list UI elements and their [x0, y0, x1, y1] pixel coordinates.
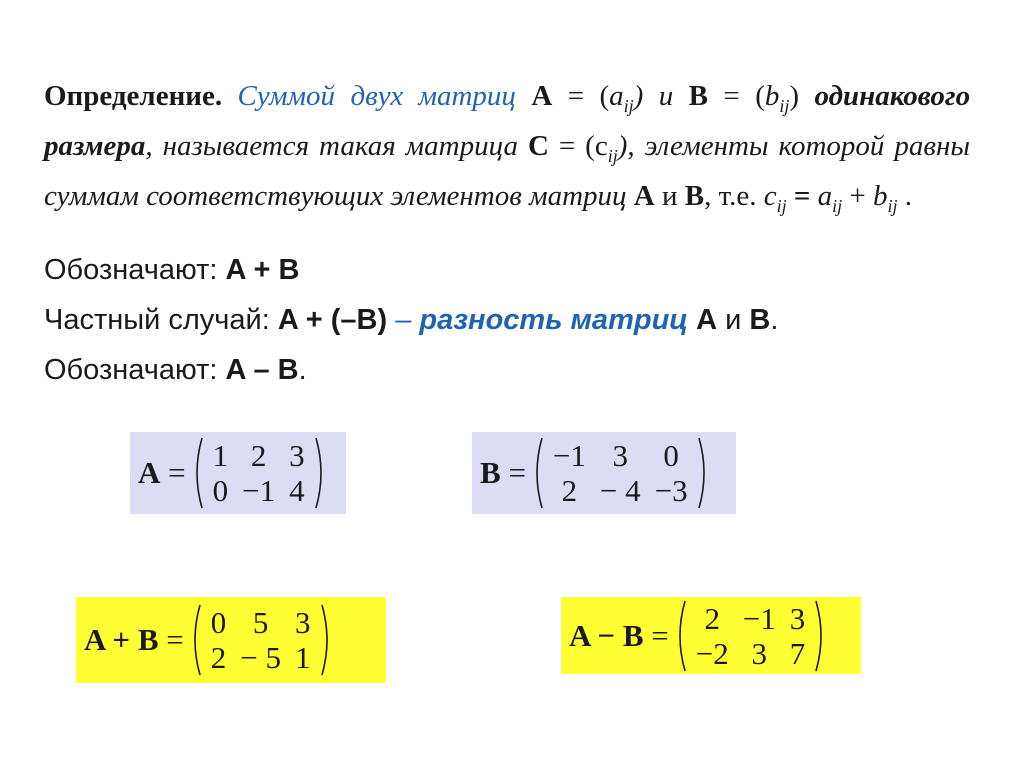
matrix-entry: −1: [552, 438, 586, 473]
matrix-entries: [687, 599, 814, 673]
matrix: [673, 599, 828, 673]
matrix-entry: 3: [289, 438, 305, 473]
matrix-sum-box: [76, 597, 386, 683]
left-parenthesis: [530, 436, 544, 510]
matrix-entries: [202, 603, 320, 677]
matrix-label: A + B =: [84, 622, 184, 657]
left-parenthesis: [190, 436, 204, 510]
matrix-entry: 4: [289, 473, 305, 508]
matrix-difference-box: [561, 597, 861, 674]
matrix-entry: 1: [295, 640, 311, 675]
matrix-entry: 3: [789, 600, 806, 636]
matrix-entry: 0: [210, 605, 227, 640]
matrix-entry: 0: [212, 473, 229, 508]
matrix-entry: 2: [210, 640, 227, 675]
matrix: [190, 436, 328, 510]
matrix-label: B =: [480, 455, 526, 490]
matrix: [530, 436, 711, 510]
matrix-entry: −1: [742, 600, 776, 636]
matrix-a-box: [130, 432, 346, 514]
left-parenthesis: [673, 599, 687, 673]
definition-paragraph: Определение. Суммой двух матриц $A = (a_{ij})$ и $B = (b_{ij})$ одинакового размера, называется такая матрица $C = (c_{ij})$, элементы которой равны суммам соответствующих элементов матриц A и B, т.е. $c_{ij} = a_{ij} + b_{ij}$ .: [44, 80, 971, 216]
matrix-entry: 3: [295, 605, 311, 640]
matrix-entry: 7: [789, 635, 806, 671]
notation-sum-line: Обозначают: A + B: [44, 254, 300, 286]
matrix-entries: [544, 436, 697, 510]
matrix-entry: −2: [695, 635, 729, 671]
matrix-b-box: [472, 432, 736, 514]
notation-difference-line: Обозначают: A – B.: [44, 354, 307, 386]
matrix-entry: 2: [704, 600, 720, 636]
matrix-entry: 2: [561, 473, 578, 508]
left-parenthesis: [188, 603, 202, 677]
same-size-term: одинакового размера: [44, 80, 971, 162]
matrix-entry: − 4: [599, 473, 641, 508]
right-parenthesis: [320, 603, 334, 677]
definition-lead: Определение.: [44, 80, 223, 112]
special-case-line: Частный случай: A + (–B) – разность матриц A и B.: [44, 304, 779, 336]
matrix-entry: 5: [252, 605, 269, 640]
matrix-entry: −1: [242, 473, 276, 508]
matrix-entry: 0: [663, 438, 679, 473]
matrix-entry: −3: [654, 473, 688, 508]
matrix-entry: 1: [212, 438, 229, 473]
matrix-label: A =: [138, 455, 186, 490]
matrix-entry: 2: [250, 438, 267, 473]
matrix-entry: 3: [751, 635, 767, 671]
matrix-entries: [204, 436, 314, 510]
matrix: [188, 603, 334, 677]
right-parenthesis: [697, 436, 711, 510]
right-parenthesis: [814, 599, 828, 673]
difference-term: разность матриц: [419, 304, 689, 336]
right-parenthesis: [314, 436, 328, 510]
matrix-label: A − B =: [569, 617, 669, 653]
matrix-entry: − 5: [240, 640, 281, 675]
matrix-entry: 3: [612, 438, 629, 473]
